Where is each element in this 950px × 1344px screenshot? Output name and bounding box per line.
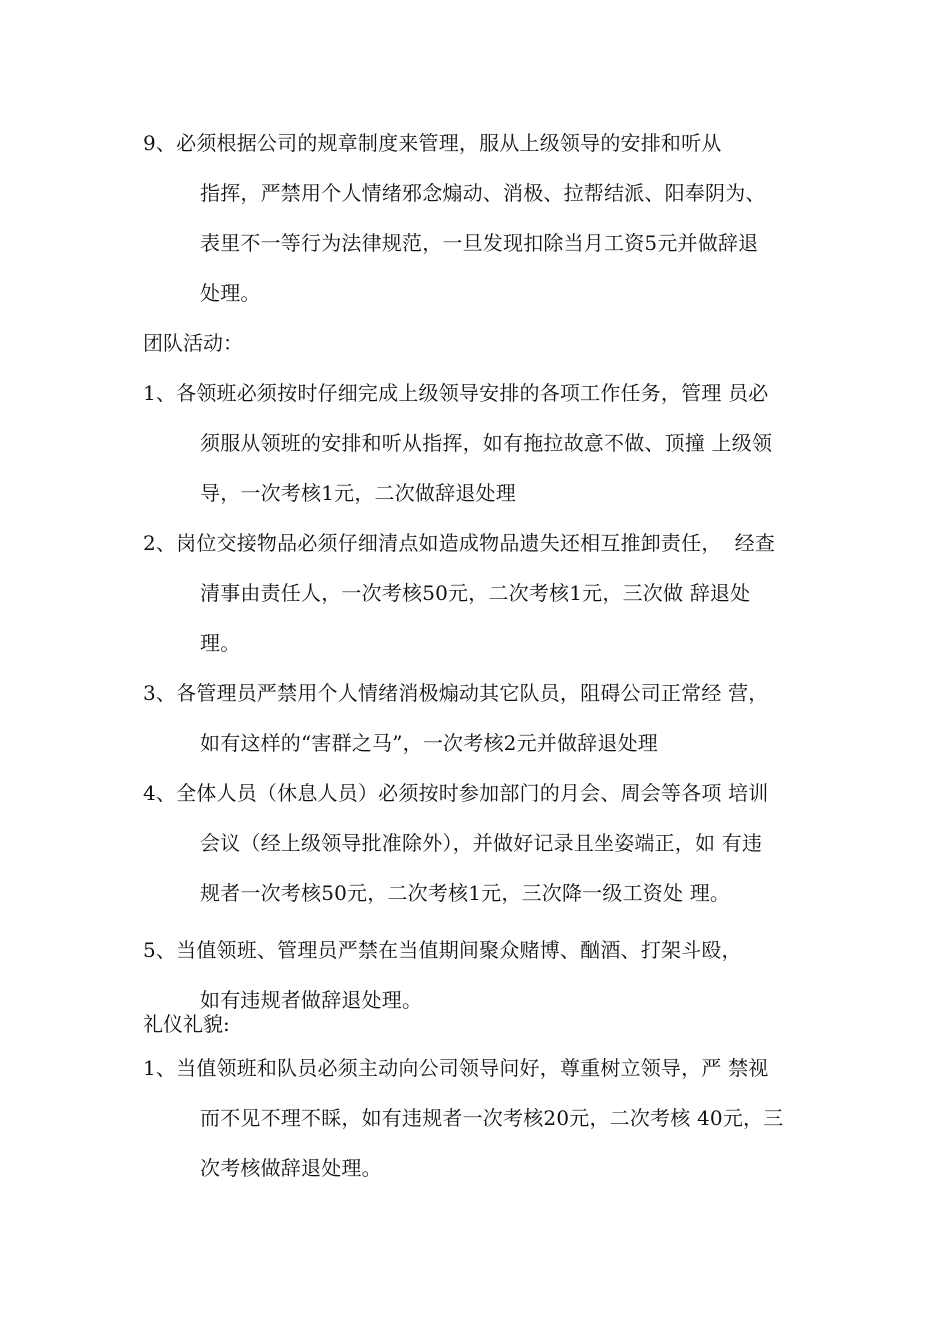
etiquette-item-1-line-3: 次考核做辞退处理。 — [200, 1156, 382, 1180]
team-item-1-line-2: 须服从领班的安排和听从指挥，如有拖拉故意不做、顶撞 上级领 — [200, 431, 773, 455]
rule-9-line-4: 处理。 — [200, 281, 261, 305]
rule-9-line-3: 表里不一等行为法律规范，一旦发现扣除当月工资5元并做辞退 — [200, 231, 759, 255]
team-item-1-line-3: 导，一次考核1元，二次做辞退处理 — [200, 481, 516, 505]
team-item-5-line-1: 5、当值领班、管理员严禁在当值期间聚众赌博、酗酒、打架斗殴， — [143, 938, 742, 962]
team-item-5-line-2: 如有违规者做辞退处理。 — [200, 988, 423, 1012]
team-item-2-line-2: 清事由责任人，一次考核50元，二次考核1元，三次做 辞退处 — [200, 581, 751, 605]
team-item-2-line-3: 理。 — [200, 631, 241, 655]
team-item-1-line-1: 1、各领班必须按时仔细完成上级领导安排的各项工作任务，管理 员必 — [143, 381, 769, 405]
rule-9-line-1: 9、必须根据公司的规章制度来管理，服从上级领导的安排和听从 — [143, 131, 722, 155]
team-item-2-line-1: 2、岗位交接物品必须仔细清点如造成物品遗失还相互推卸责任， 经查 — [143, 531, 776, 555]
etiquette-item-1-line-2: 而不见不理不睬，如有违规者一次考核20元，二次考核 40元，三 — [200, 1106, 784, 1130]
etiquette-item-1-line-1: 1、当值领班和队员必须主动向公司领导问好，尊重树立领导，严 禁视 — [143, 1056, 769, 1080]
etiquette-heading: 礼仪礼貌: — [143, 1012, 230, 1036]
rule-9-line-2: 指挥，严禁用个人情绪邪念煽动、消极、拉帮结派、阳奉阴为、 — [200, 181, 766, 205]
team-item-4-line-1: 4、全体人员（休息人员）必须按时参加部门的月会、周会等各项 培训 — [143, 781, 769, 805]
team-item-4-line-2: 会议（经上级领导批准除外），并做好记录且坐姿端正，如 有违 — [200, 831, 763, 855]
team-item-3-line-2: 如有这样的“害群之马”，一次考核2元并做辞退处理 — [200, 731, 658, 755]
team-activities-heading: 团队活动： — [143, 331, 243, 355]
team-item-4-line-3: 规者一次考核50元，二次考核1元，三次降一级工资处 理。 — [200, 881, 731, 905]
team-item-3-line-1: 3、各管理员严禁用个人情绪消极煽动其它队员，阻碍公司正常经 营， — [143, 681, 769, 705]
